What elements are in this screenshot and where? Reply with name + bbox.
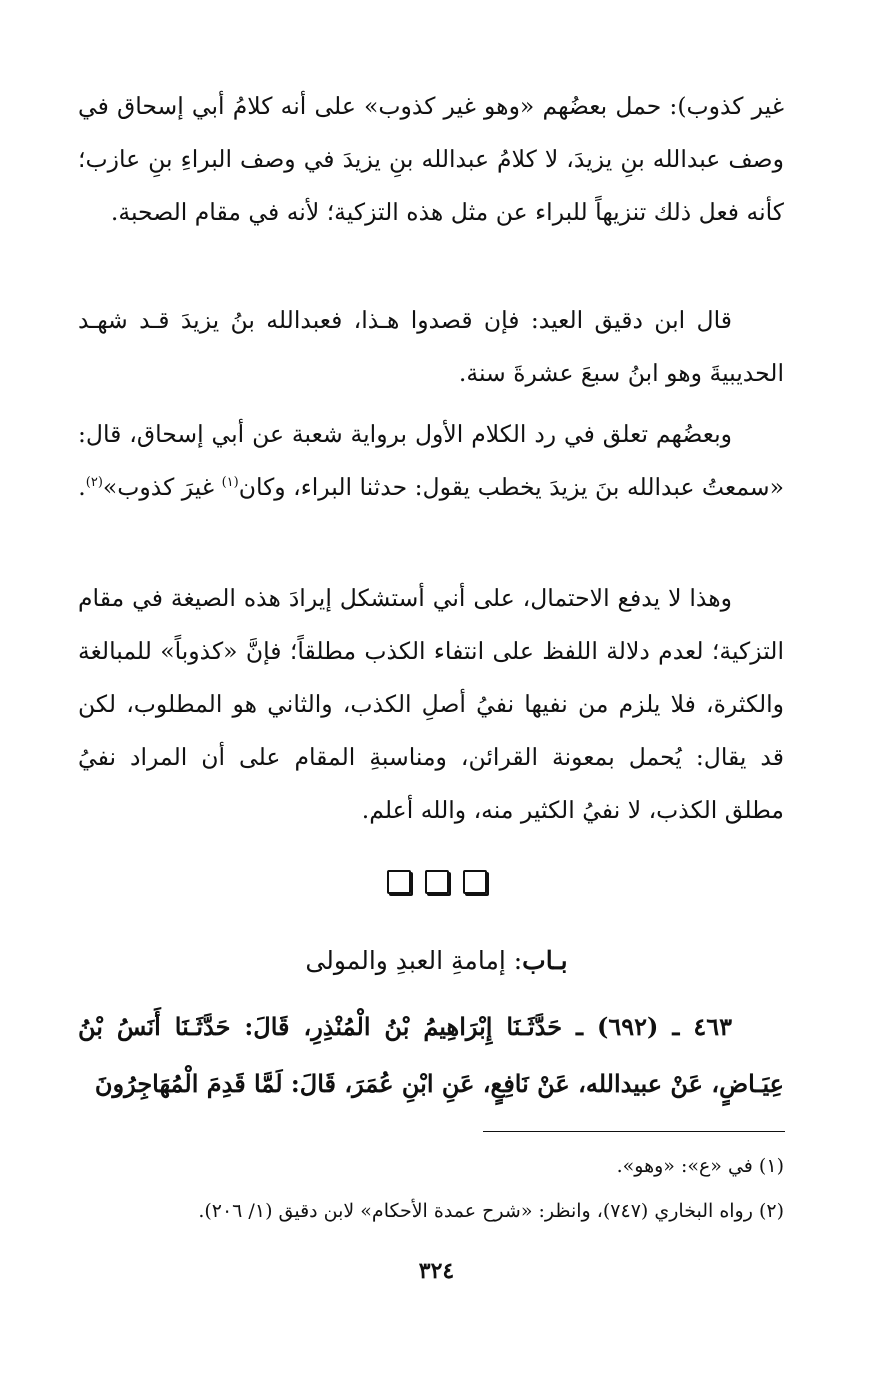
separator-box-icon	[387, 870, 411, 894]
paragraph-ibn-daqiq: قال ابن دقيق العيد: فإن قصدوا هـذا، فعبدالله بنُ يزيدَ قـد شهـد الحديبيةَ وهو ابنُ سبعَ عشرةَ سنة.	[78, 306, 784, 387]
paragraph-shuba-narration	[78, 408, 784, 514]
separator-box-icon	[425, 870, 449, 894]
separator-box-icon	[463, 870, 487, 894]
paragraph-discussion: وهذا لا يدفع الاحتمال، على أني أستشكل إيرادَ هذه الصيغة في مقام التزكية؛ لعدم دلالة اللفظ على انتفاء الكذب مطلقاً؛ فإنَّ «كذوباً» للمبالغة والكثرة، فلا يلزم من نفيها نفيُ أصلِ الكذب، والثاني هو المطلوب، لكن قد يقال: يُحمل بمعونة القرائن، ومناسبةِ المقام على أن المراد نفيُ مطلق الكذب، لا نفيُ الكثير منه، والله أعلم.	[78, 584, 784, 824]
paragraph-text: وبعضُهم تعلق في رد الكلام الأول برواية شعبة عن أبي إسحاق، قال: «سمعتُ عبدالله بنَ يزيدَ يخطب يقول: حدثنا البراء، وكان	[78, 420, 784, 501]
paragraph-commentary-1: غير كذوب): حمل بعضُهم «وهو غير كذوب» على أنه كلامُ أبي إسحاق في وصف عبدالله بنِ يزيدَ، لا كلامُ عبدالله بنِ يزيدَ في وصف البراءِ بنِ عازب؛ كأنه فعل ذلك تنزيهاً للبراء عن مثل هذه التزكية؛ لأنه في مقام الصحبة.	[78, 92, 784, 226]
chapter-heading	[0, 936, 873, 986]
footnote-ref-2[interactable]: (٢)	[85, 475, 103, 491]
footnote-ref-1[interactable]: (١)	[221, 475, 239, 491]
chapter-keyword: بـاب	[522, 946, 568, 975]
paragraph-text: غيرَ كذوب»	[102, 473, 222, 501]
paragraph-text: .	[78, 473, 86, 501]
hadith-text: ٤٦٣ ـ (٦٩٢) ـ حَدَّثَـنَا إِبْرَاهِيمُ بْنُ الْمُنْذِرِ، قَالَ: حَدَّثَـنَا أَنَسُ بْنُ عِيَـاضٍ، عَنْ عبيدالله، عَنْ نَافِعٍ، عَنِ ابْنِ عُمَرَ، قَالَ: لَمَّا قَدِمَ الْمُهَاجِرُونَ	[78, 1012, 784, 1098]
page-number: ٣٢٤	[418, 1258, 455, 1284]
footnote-2: (٢) رواه البخاري (٧٤٧)، وانظر: «شرح عمدة الأحكام» لابن دقيق (١/ ٢٠٦).	[198, 1200, 784, 1222]
chapter-title: : إمامةِ العبدِ والمولى	[305, 946, 523, 975]
footnote-divider	[483, 1131, 785, 1132]
footnote-1: (١) في «ع»: «وهو».	[616, 1155, 784, 1177]
section-separator	[0, 870, 873, 894]
